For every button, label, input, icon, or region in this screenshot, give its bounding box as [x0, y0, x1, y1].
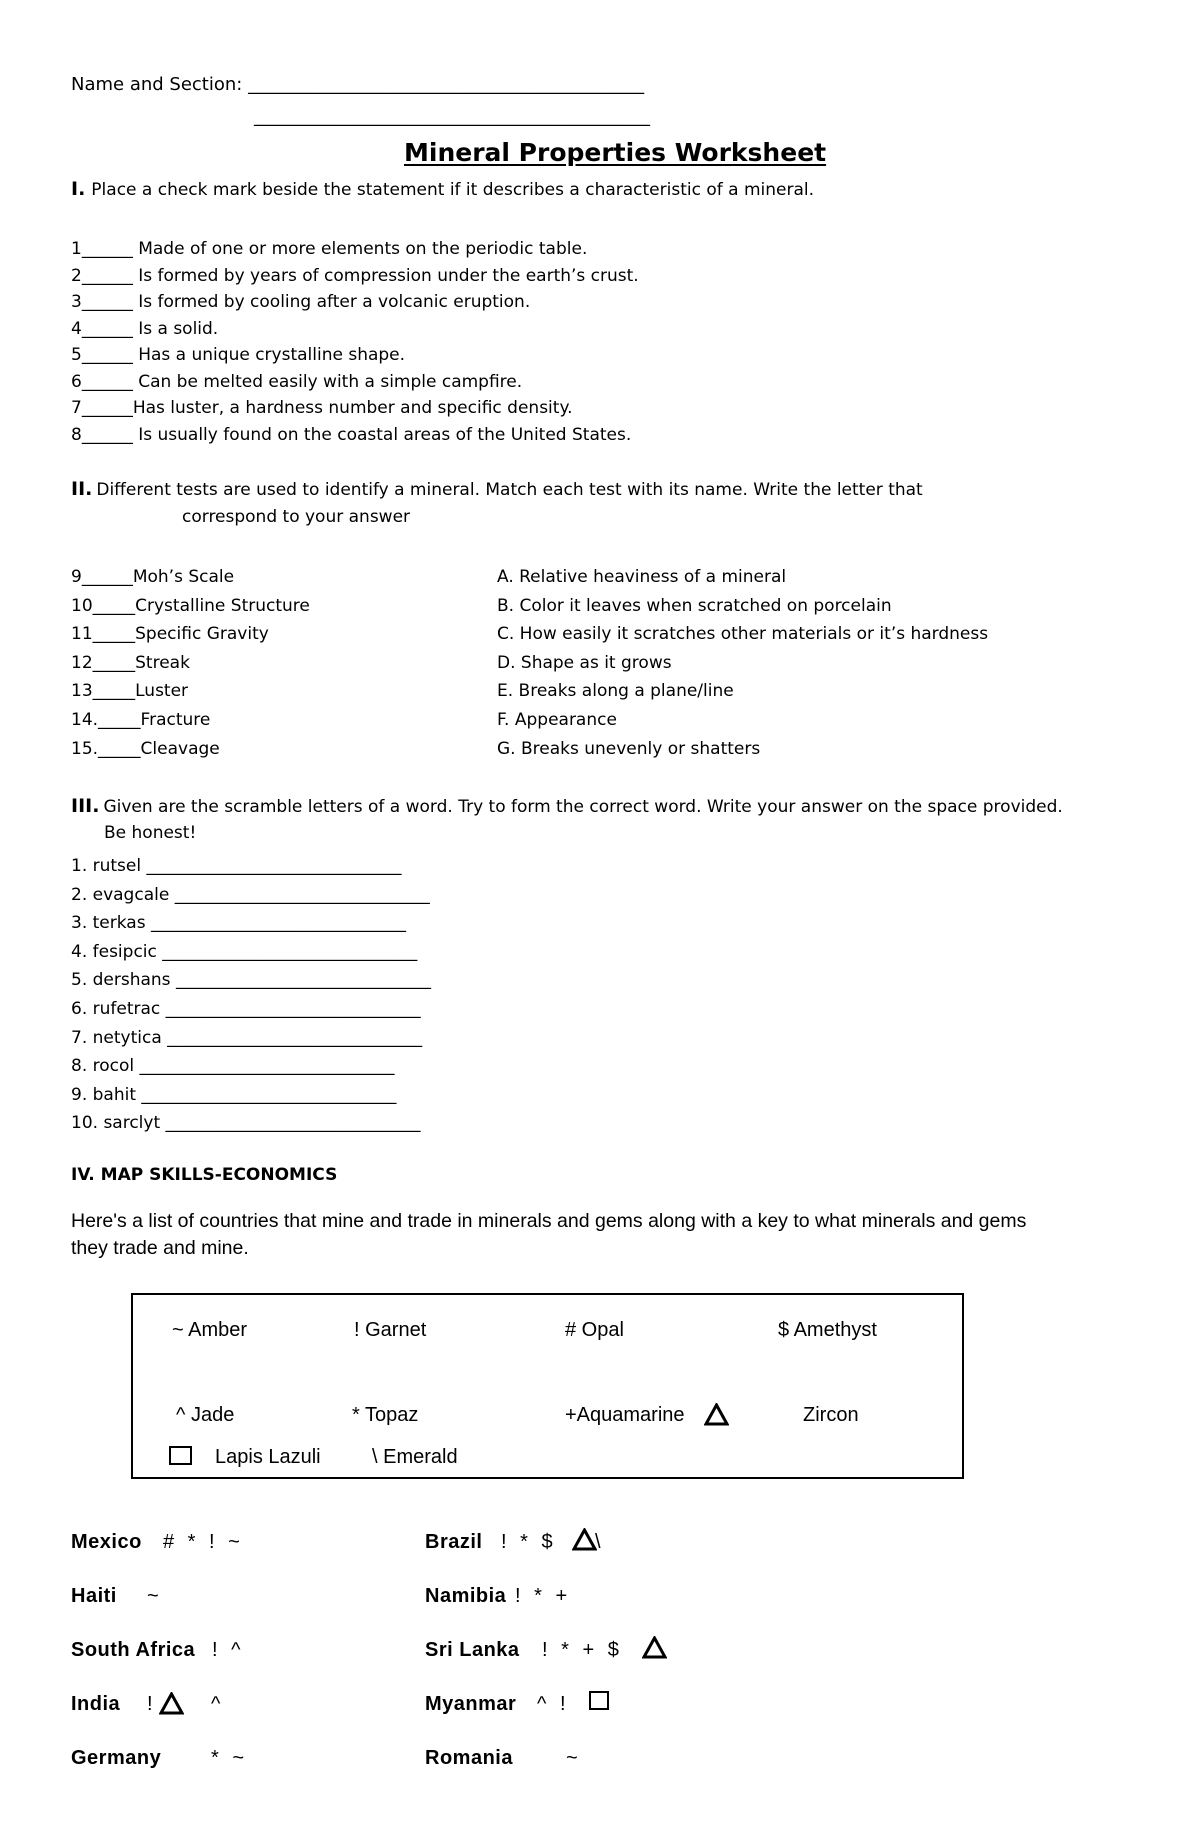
part-3-instruction-cont: Be honest!	[104, 823, 197, 843]
answer-item: B. Color it leaves when scratched on porcelain	[497, 595, 892, 616]
part-4-heading: IV. MAP SKILLS-ECONOMICS	[71, 1165, 338, 1185]
list-item[interactable]: 2______ Is formed by years of compression under the earth’s crust.	[71, 265, 639, 286]
answer-item: D. Shape as it grows	[497, 652, 672, 673]
country-myanmar-symbols: ^ !	[537, 1693, 570, 1715]
legend-opal: # Opal	[565, 1319, 624, 1341]
triangle-icon	[572, 1528, 597, 1551]
answer-item: G. Breaks unevenly or shatters	[497, 738, 761, 759]
country-sri-lanka: Sri Lanka	[425, 1639, 520, 1661]
legend-lapis-lazuli: Lapis Lazuli	[215, 1446, 321, 1468]
part-3-number: III.	[71, 795, 100, 817]
legend-topaz: * Topaz	[352, 1404, 419, 1426]
legend-garnet: ! Garnet	[354, 1319, 427, 1341]
test-item[interactable]: 10_____Crystalline Structure	[71, 595, 310, 616]
part-2-instruction: II. Different tests are used to identify a mineral. Match each test with its name. Write the letter that	[71, 478, 923, 500]
name-section-line-2[interactable]: ____________________________________________	[254, 106, 650, 127]
country-romania-symbols: ~	[566, 1747, 582, 1769]
part-1-number: I.	[71, 178, 86, 200]
list-item[interactable]: 3______ Is formed by cooling after a volcanic eruption.	[71, 292, 531, 312]
country-germany: Germany	[71, 1747, 162, 1769]
test-item[interactable]: 12_____Streak	[71, 652, 190, 673]
answer-item: C. How easily it scratches other materials or it’s hardness	[497, 624, 989, 645]
test-item[interactable]: 15._____Cleavage	[71, 738, 220, 759]
part-2-answers	[497, 563, 988, 763]
country-sri-lanka-symbols: ! * + $	[542, 1639, 623, 1661]
triangle-icon	[642, 1636, 667, 1659]
part-3-instruction: III. Given are the scramble letters of a word. Try to form the correct word. Write your answer on the space provided.	[71, 795, 1063, 817]
country-south-africa: South Africa	[71, 1639, 196, 1661]
country-india-symbols-2: ^	[211, 1693, 225, 1715]
answer-item: E. Breaks along a plane/line	[497, 681, 734, 702]
country-haiti: Haiti	[71, 1585, 117, 1607]
country-brazil: Brazil	[425, 1531, 483, 1553]
country-india: India	[71, 1693, 121, 1715]
country-germany-symbols: * ~	[211, 1747, 249, 1769]
country-mexico-symbols: # * ! ~	[163, 1531, 244, 1553]
legend-emerald: \ Emerald	[372, 1446, 458, 1468]
part-1-instruction: I. Place a check mark beside the statement if it describes a characteristic of a mineral.	[71, 178, 815, 200]
country-mexico: Mexico	[71, 1531, 142, 1553]
scramble-item[interactable]: 2. evagcale ______________________________	[71, 884, 430, 905]
triangle-icon	[159, 1692, 184, 1715]
legend-zircon: Zircon	[803, 1404, 859, 1426]
scramble-item[interactable]: 4. fesipcic ______________________________	[71, 941, 418, 962]
part-3-list	[71, 852, 431, 1138]
country-myanmar: Myanmar	[425, 1693, 517, 1715]
country-brazil-symbols-2: \	[595, 1531, 605, 1553]
legend-jade: ^ Jade	[176, 1404, 235, 1426]
country-namibia-symbols: ! * +	[515, 1585, 572, 1607]
scramble-item[interactable]: 10. sarclyt ______________________________	[71, 1113, 421, 1134]
answer-item: F. Appearance	[497, 709, 617, 730]
triangle-icon	[704, 1403, 729, 1426]
scramble-item[interactable]: 8. rocol ______________________________	[71, 1056, 395, 1077]
answer-item: A. Relative heaviness of a mineral	[497, 567, 787, 587]
test-item[interactable]: 14._____Fracture	[71, 709, 211, 730]
country-haiti-symbols: ~	[147, 1585, 163, 1607]
part-2-instruction-cont: correspond to your answer	[182, 507, 411, 527]
list-item[interactable]: 6______ Can be melted easily with a simple campfire.	[71, 371, 523, 392]
scramble-item[interactable]: 1. rutsel ______________________________	[71, 856, 402, 876]
country-brazil-symbols: ! * $	[501, 1531, 557, 1553]
scramble-item[interactable]: 6. rufetrac ______________________________	[71, 998, 421, 1019]
part-2-tests	[71, 563, 310, 763]
part-4-intro: Here's a list of countries that mine and trade in minerals and gems along with a key to what minerals and gems they trade and mine.	[71, 1210, 1027, 1259]
country-india-symbols: !	[147, 1693, 157, 1715]
test-item[interactable]: 9______Moh’s Scale	[71, 567, 235, 587]
part-2-number: II.	[71, 478, 93, 500]
square-icon	[169, 1445, 192, 1465]
scramble-item[interactable]: 9. bahit ______________________________	[71, 1084, 397, 1105]
list-item[interactable]: 1______ Made of one or more elements on the periodic table.	[71, 239, 588, 259]
country-romania: Romania	[425, 1747, 513, 1769]
list-item[interactable]: 8______ Is usually found on the coastal areas of the United States.	[71, 424, 632, 445]
list-item[interactable]: 7______Has luster, a hardness number and specific density.	[71, 398, 573, 418]
page-title: Mineral Properties Worksheet	[404, 138, 827, 167]
legend-aquamarine: +Aquamarine	[565, 1404, 685, 1426]
country-south-africa-symbols: ! ^	[212, 1639, 245, 1661]
scramble-item[interactable]: 3. terkas ______________________________	[71, 913, 406, 934]
part-1-list	[71, 236, 639, 448]
legend-amethyst: $ Amethyst	[778, 1319, 877, 1341]
country-namibia: Namibia	[425, 1585, 507, 1607]
name-section-line[interactable]: Name and Section: ____________________________________________	[71, 74, 645, 95]
scramble-item[interactable]: 7. netytica ______________________________	[71, 1027, 423, 1048]
legend-amber: ~ Amber	[172, 1319, 248, 1341]
list-item[interactable]: 5______ Has a unique crystalline shape.	[71, 345, 406, 365]
square-icon	[589, 1690, 609, 1710]
test-item[interactable]: 13_____Luster	[71, 681, 189, 702]
test-item[interactable]: 11_____Specific Gravity	[71, 624, 269, 645]
scramble-item[interactable]: 5. dershans ______________________________	[71, 970, 431, 991]
list-item[interactable]: 4______ Is a solid.	[71, 318, 219, 339]
